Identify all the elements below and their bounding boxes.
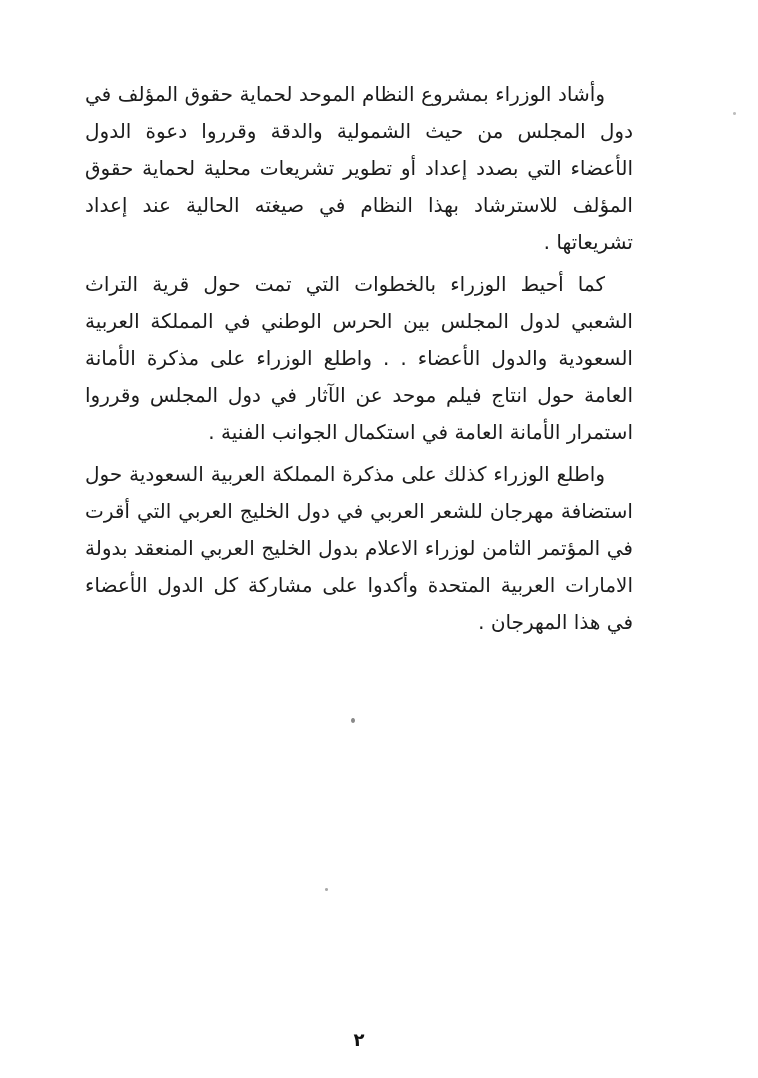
paragraph-poetry-festival: واطلع الوزراء كذلك على مذكرة المملكة العربية السعودية حول استضافة مهرجان للشعر العربي في دول الخليج العربي التي أقرت في المؤتمر الثامن لوزراء الاعلام بدول الخليج العربي المنعقد بدولة الامارات العربية المتحدة وأكدوا على مشاركة كل الدول الأعضاء في هذا المهرجان . xyxy=(85,462,633,634)
page-number: ٢ xyxy=(353,1030,365,1051)
scan-artifact-dot xyxy=(733,112,736,115)
scan-artifact-dot xyxy=(351,718,355,723)
paragraph-heritage-village: كما أحيط الوزراء بالخطوات التي تمت حول قرية التراث الشعبي لدول المجلس بين الحرس الوطني في المملكة العربية السعودية والدول الأعضاء . . واطلع الوزراء على مذكرة الأمانة العامة حول انتاج فيلم موحد عن الآثار في دول المجلس وقرروا استمرار الأمانة العامة في استكمال الجوانب الفنية . xyxy=(85,272,633,444)
scan-artifact-dot xyxy=(325,888,328,891)
paragraph-copyright-system: وأشاد الوزراء بمشروع النظام الموحد لحماية حقوق المؤلف في دول المجلس من حيث الشمولية والدقة وقرروا دعوة الدول الأعضاء التي بصدد إعداد أو تطوير تشريعات محلية لحماية حقوق المؤلف للاسترشاد بهذا النظام في صيغته الحالية عند إعداد تشريعاتها . xyxy=(85,82,633,254)
document-text-block xyxy=(85,76,633,646)
